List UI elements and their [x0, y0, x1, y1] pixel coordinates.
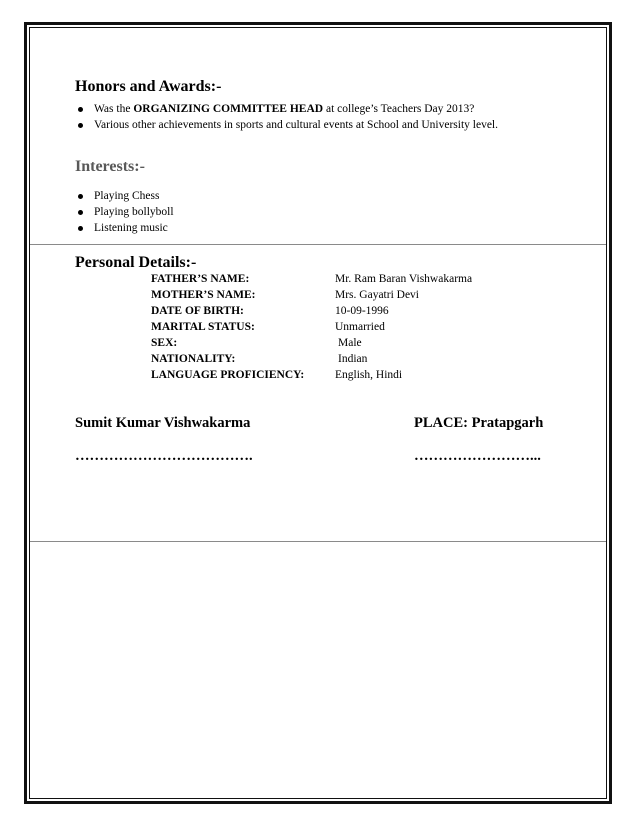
signature-name: Sumit Kumar Vishwakarma: [75, 415, 251, 431]
honors-title: Honors and Awards:-: [75, 78, 222, 95]
section-divider: [30, 244, 606, 245]
list-item: [78, 117, 498, 133]
honors-item-text: Various other achievements in sports and cultural events at School and University level.: [94, 119, 498, 131]
page-border-inner: [29, 27, 607, 799]
honors-item-prefix: Was the: [94, 103, 134, 115]
detail-label: DATE OF BIRTH:: [151, 305, 244, 317]
detail-label: NATIONALITY:: [151, 353, 236, 365]
detail-label: MARITAL STATUS:: [151, 321, 255, 333]
bullet-icon: [78, 123, 83, 128]
honors-item-bold: ORGANIZING COMMITTEE HEAD: [133, 103, 324, 115]
detail-row: [151, 367, 472, 383]
detail-label: LANGUAGE PROFICIENCY:: [151, 369, 305, 381]
bullet-icon: [78, 194, 83, 199]
bullet-icon: [78, 107, 83, 112]
detail-value: Mr. Ram Baran Vishwakarma: [335, 273, 473, 285]
detail-row: [151, 303, 472, 319]
detail-row: [151, 319, 472, 335]
detail-value: Indian: [338, 353, 368, 365]
interest-item: Playing bollyboll: [94, 206, 174, 218]
list-item: [78, 220, 174, 236]
detail-value: 10-09-1996: [335, 305, 389, 317]
interests-title: Interests:-: [75, 158, 145, 175]
bullet-icon: [78, 210, 83, 215]
detail-value: Male: [338, 337, 362, 349]
detail-value: English, Hindi: [335, 369, 403, 381]
list-item: [78, 204, 174, 220]
list-item: [78, 188, 174, 204]
detail-value: Mrs. Gayatri Devi: [335, 289, 419, 301]
interests-list: [78, 188, 174, 236]
bullet-icon: [78, 226, 83, 231]
detail-row: [151, 271, 472, 287]
personal-title: Personal Details:-: [75, 254, 197, 271]
list-item: [78, 101, 498, 117]
interest-item: Playing Chess: [94, 190, 160, 202]
detail-label: FATHER’S NAME:: [151, 273, 250, 285]
interest-item: Listening music: [94, 222, 168, 234]
signature-line: ……………………………….: [75, 448, 253, 464]
honors-item-suffix: at college’s Teachers Day 2013?: [323, 103, 475, 115]
detail-value: Unmarried: [335, 321, 385, 333]
detail-label: SEX:: [151, 337, 178, 349]
detail-label: MOTHER’S NAME:: [151, 289, 256, 301]
detail-row: [151, 351, 472, 367]
detail-row: [151, 335, 472, 351]
place-line: ……………………...: [414, 448, 541, 464]
section-divider: [30, 541, 606, 542]
detail-row: [151, 287, 472, 303]
place-label: PLACE: Pratapgarh: [414, 415, 544, 431]
honors-list: [78, 101, 498, 133]
personal-details-table: [151, 271, 472, 383]
